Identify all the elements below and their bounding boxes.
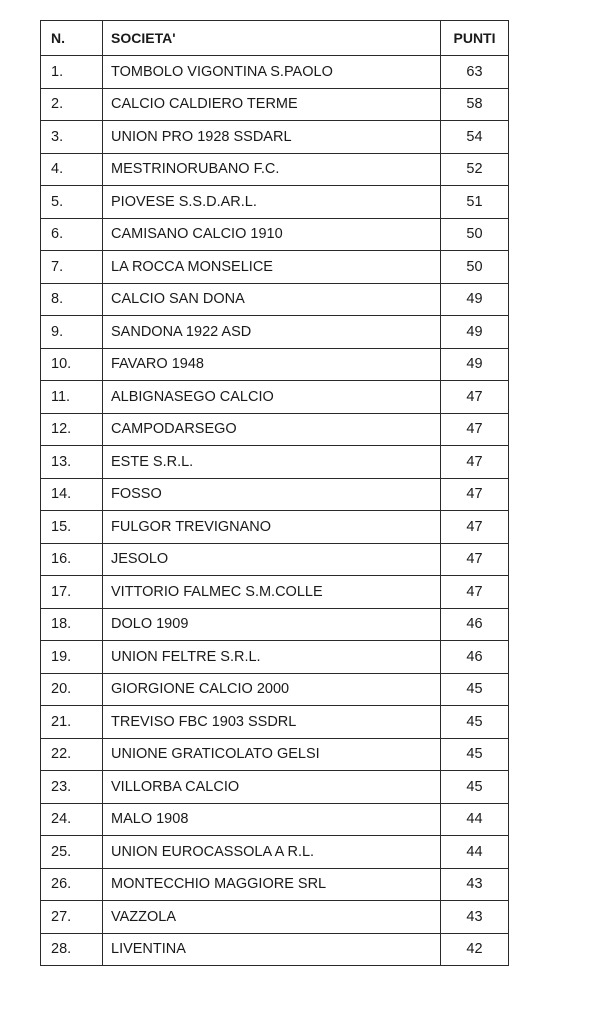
team-cell: MALO 1908	[103, 803, 441, 836]
points-cell: 54	[441, 121, 509, 154]
team-cell: UNIONE GRATICOLATO GELSI	[103, 738, 441, 771]
position-cell: 12.	[41, 413, 103, 446]
position-cell: 20.	[41, 673, 103, 706]
position-cell: 13.	[41, 446, 103, 479]
points-cell: 50	[441, 251, 509, 284]
team-cell: UNION EUROCASSOLA A R.L.	[103, 836, 441, 869]
position-cell: 24.	[41, 803, 103, 836]
position-cell: 28.	[41, 933, 103, 966]
table-row	[41, 478, 509, 511]
position-cell: 18.	[41, 608, 103, 641]
points-cell: 45	[441, 673, 509, 706]
team-cell: TREVISO FBC 1903 SSDRL	[103, 706, 441, 739]
position-cell: 4.	[41, 153, 103, 186]
team-cell: UNION FELTRE S.R.L.	[103, 641, 441, 674]
position-cell: 7.	[41, 251, 103, 284]
points-cell: 50	[441, 218, 509, 251]
table-row	[41, 901, 509, 934]
table-row	[41, 316, 509, 349]
header-position: N.	[41, 21, 103, 56]
points-cell: 47	[441, 511, 509, 544]
position-cell: 25.	[41, 836, 103, 869]
team-cell: CAMISANO CALCIO 1910	[103, 218, 441, 251]
position-cell: 5.	[41, 186, 103, 219]
table-row	[41, 121, 509, 154]
position-cell: 11.	[41, 381, 103, 414]
table-row	[41, 543, 509, 576]
position-cell: 1.	[41, 56, 103, 89]
header-team: SOCIETA'	[103, 21, 441, 56]
team-cell: PIOVESE S.S.D.AR.L.	[103, 186, 441, 219]
position-cell: 19.	[41, 641, 103, 674]
table-row	[41, 933, 509, 966]
table-row	[41, 576, 509, 609]
points-cell: 46	[441, 608, 509, 641]
position-cell: 10.	[41, 348, 103, 381]
team-cell: CAMPODARSEGO	[103, 413, 441, 446]
table-row	[41, 348, 509, 381]
points-cell: 43	[441, 868, 509, 901]
header-points: PUNTI	[441, 21, 509, 56]
points-cell: 45	[441, 771, 509, 804]
table-row	[41, 836, 509, 869]
team-cell: GIORGIONE CALCIO 2000	[103, 673, 441, 706]
team-cell: MONTECCHIO MAGGIORE SRL	[103, 868, 441, 901]
points-cell: 42	[441, 933, 509, 966]
position-cell: 21.	[41, 706, 103, 739]
position-cell: 27.	[41, 901, 103, 934]
table-row	[41, 738, 509, 771]
table-row	[41, 673, 509, 706]
table-row	[41, 56, 509, 89]
table-header	[41, 21, 509, 56]
points-cell: 52	[441, 153, 509, 186]
table-row	[41, 803, 509, 836]
points-cell: 45	[441, 706, 509, 739]
team-cell: UNION PRO 1928 SSDARL	[103, 121, 441, 154]
table-row	[41, 251, 509, 284]
team-cell: ESTE S.R.L.	[103, 446, 441, 479]
team-cell: FOSSO	[103, 478, 441, 511]
table-row	[41, 446, 509, 479]
points-cell: 47	[441, 413, 509, 446]
points-cell: 47	[441, 381, 509, 414]
table-row	[41, 641, 509, 674]
table-row	[41, 186, 509, 219]
position-cell: 17.	[41, 576, 103, 609]
position-cell: 15.	[41, 511, 103, 544]
position-cell: 26.	[41, 868, 103, 901]
team-cell: SANDONA 1922 ASD	[103, 316, 441, 349]
points-cell: 43	[441, 901, 509, 934]
team-cell: TOMBOLO VIGONTINA S.PAOLO	[103, 56, 441, 89]
points-cell: 47	[441, 446, 509, 479]
table-row	[41, 88, 509, 121]
points-cell: 63	[441, 56, 509, 89]
points-cell: 46	[441, 641, 509, 674]
position-cell: 2.	[41, 88, 103, 121]
team-cell: FULGOR TREVIGNANO	[103, 511, 441, 544]
team-cell: VAZZOLA	[103, 901, 441, 934]
points-cell: 44	[441, 803, 509, 836]
team-cell: MESTRINORUBANO F.C.	[103, 153, 441, 186]
points-cell: 49	[441, 316, 509, 349]
points-cell: 58	[441, 88, 509, 121]
points-cell: 47	[441, 576, 509, 609]
points-cell: 49	[441, 283, 509, 316]
position-cell: 23.	[41, 771, 103, 804]
table-row	[41, 283, 509, 316]
team-cell: LA ROCCA MONSELICE	[103, 251, 441, 284]
position-cell: 9.	[41, 316, 103, 349]
team-cell: FAVARO 1948	[103, 348, 441, 381]
team-cell: JESOLO	[103, 543, 441, 576]
team-cell: CALCIO SAN DONA	[103, 283, 441, 316]
team-cell: VITTORIO FALMEC S.M.COLLE	[103, 576, 441, 609]
team-cell: VILLORBA CALCIO	[103, 771, 441, 804]
table-row	[41, 153, 509, 186]
points-cell: 45	[441, 738, 509, 771]
team-cell: DOLO 1909	[103, 608, 441, 641]
table-row	[41, 511, 509, 544]
points-cell: 49	[441, 348, 509, 381]
position-cell: 3.	[41, 121, 103, 154]
points-cell: 47	[441, 543, 509, 576]
table-row	[41, 413, 509, 446]
table-row	[41, 771, 509, 804]
table-body	[41, 56, 509, 966]
table-row	[41, 706, 509, 739]
points-cell: 47	[441, 478, 509, 511]
position-cell: 8.	[41, 283, 103, 316]
points-cell: 51	[441, 186, 509, 219]
table-row	[41, 608, 509, 641]
position-cell: 14.	[41, 478, 103, 511]
position-cell: 16.	[41, 543, 103, 576]
team-cell: ALBIGNASEGO CALCIO	[103, 381, 441, 414]
points-cell: 44	[441, 836, 509, 869]
header-row	[41, 21, 509, 56]
table-row	[41, 868, 509, 901]
position-cell: 6.	[41, 218, 103, 251]
table-row	[41, 218, 509, 251]
table-row	[41, 381, 509, 414]
standings-table	[40, 20, 509, 966]
team-cell: CALCIO CALDIERO TERME	[103, 88, 441, 121]
team-cell: LIVENTINA	[103, 933, 441, 966]
position-cell: 22.	[41, 738, 103, 771]
